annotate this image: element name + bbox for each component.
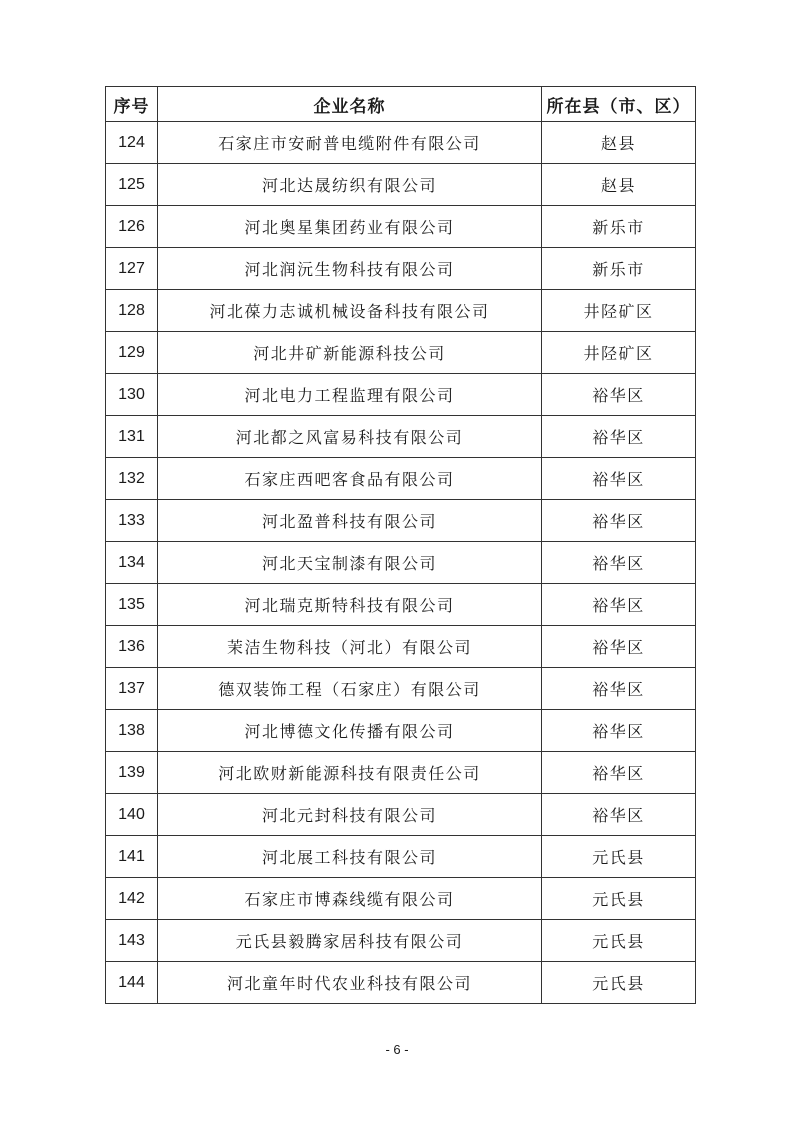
row-number: 126 — [106, 206, 158, 248]
county-name: 元氏县 — [542, 962, 696, 1004]
table-header-row — [106, 87, 696, 122]
company-name: 石家庄市博森线缆有限公司 — [158, 878, 542, 920]
header-num: 序号 — [106, 87, 158, 122]
row-number: 135 — [106, 584, 158, 626]
company-name: 河北奥星集团药业有限公司 — [158, 206, 542, 248]
county-name: 元氏县 — [542, 878, 696, 920]
table-row — [106, 290, 696, 332]
company-name: 河北盈普科技有限公司 — [158, 500, 542, 542]
table-row — [106, 920, 696, 962]
company-name: 河北达晟纺织有限公司 — [158, 164, 542, 206]
county-name: 裕华区 — [542, 626, 696, 668]
table-row — [106, 626, 696, 668]
table-row — [106, 248, 696, 290]
company-name: 河北电力工程监理有限公司 — [158, 374, 542, 416]
row-number: 132 — [106, 458, 158, 500]
county-name: 新乐市 — [542, 248, 696, 290]
county-name: 裕华区 — [542, 542, 696, 584]
row-number: 141 — [106, 836, 158, 878]
table-row — [106, 962, 696, 1004]
table-row — [106, 416, 696, 458]
row-number: 140 — [106, 794, 158, 836]
table-row — [106, 836, 696, 878]
company-name: 茉洁生物科技（河北）有限公司 — [158, 626, 542, 668]
header-county: 所在县（市、区） — [542, 87, 696, 122]
table-row — [106, 164, 696, 206]
company-name: 德双装饰工程（石家庄）有限公司 — [158, 668, 542, 710]
row-number: 143 — [106, 920, 158, 962]
header-name: 企业名称 — [158, 87, 542, 122]
county-name: 赵县 — [542, 122, 696, 164]
company-name: 河北井矿新能源科技公司 — [158, 332, 542, 374]
county-name: 井陉矿区 — [542, 332, 696, 374]
row-number: 138 — [106, 710, 158, 752]
row-number: 130 — [106, 374, 158, 416]
row-number: 139 — [106, 752, 158, 794]
company-name: 河北葆力志诚机械设备科技有限公司 — [158, 290, 542, 332]
county-name: 裕华区 — [542, 416, 696, 458]
company-name: 河北欧财新能源科技有限责任公司 — [158, 752, 542, 794]
table-row — [106, 374, 696, 416]
table-row — [106, 206, 696, 248]
county-name: 新乐市 — [542, 206, 696, 248]
table-row — [106, 752, 696, 794]
county-name: 元氏县 — [542, 920, 696, 962]
company-name: 河北展工科技有限公司 — [158, 836, 542, 878]
company-name: 河北天宝制漆有限公司 — [158, 542, 542, 584]
row-number: 128 — [106, 290, 158, 332]
county-name: 裕华区 — [542, 794, 696, 836]
table-row — [106, 710, 696, 752]
row-number: 124 — [106, 122, 158, 164]
county-name: 裕华区 — [542, 584, 696, 626]
table-row — [106, 878, 696, 920]
company-name: 河北都之风富易科技有限公司 — [158, 416, 542, 458]
row-number: 136 — [106, 626, 158, 668]
table-row — [106, 794, 696, 836]
company-name: 河北润沅生物科技有限公司 — [158, 248, 542, 290]
row-number: 125 — [106, 164, 158, 206]
row-number: 137 — [106, 668, 158, 710]
table-row — [106, 500, 696, 542]
county-name: 赵县 — [542, 164, 696, 206]
row-number: 134 — [106, 542, 158, 584]
table-row — [106, 542, 696, 584]
county-name: 裕华区 — [542, 500, 696, 542]
table-row — [106, 122, 696, 164]
county-name: 裕华区 — [542, 710, 696, 752]
table-row — [106, 584, 696, 626]
table-row — [106, 668, 696, 710]
row-number: 129 — [106, 332, 158, 374]
county-name: 井陉矿区 — [542, 290, 696, 332]
county-name: 裕华区 — [542, 752, 696, 794]
row-number: 142 — [106, 878, 158, 920]
table-row — [106, 332, 696, 374]
county-name: 裕华区 — [542, 374, 696, 416]
row-number: 127 — [106, 248, 158, 290]
page-number: - 6 - — [385, 1042, 409, 1057]
county-name: 裕华区 — [542, 668, 696, 710]
county-name: 裕华区 — [542, 458, 696, 500]
company-name: 河北瑞克斯特科技有限公司 — [158, 584, 542, 626]
row-number: 144 — [106, 962, 158, 1004]
table-body — [106, 122, 696, 1004]
table-row — [106, 458, 696, 500]
company-name: 河北童年时代农业科技有限公司 — [158, 962, 542, 1004]
company-name: 石家庄市安耐普电缆附件有限公司 — [158, 122, 542, 164]
row-number: 133 — [106, 500, 158, 542]
company-name: 元氏县毅腾家居科技有限公司 — [158, 920, 542, 962]
row-number: 131 — [106, 416, 158, 458]
county-name: 元氏县 — [542, 836, 696, 878]
company-name: 河北博德文化传播有限公司 — [158, 710, 542, 752]
company-name: 石家庄西吧客食品有限公司 — [158, 458, 542, 500]
enterprise-table — [105, 86, 696, 1004]
company-name: 河北元封科技有限公司 — [158, 794, 542, 836]
